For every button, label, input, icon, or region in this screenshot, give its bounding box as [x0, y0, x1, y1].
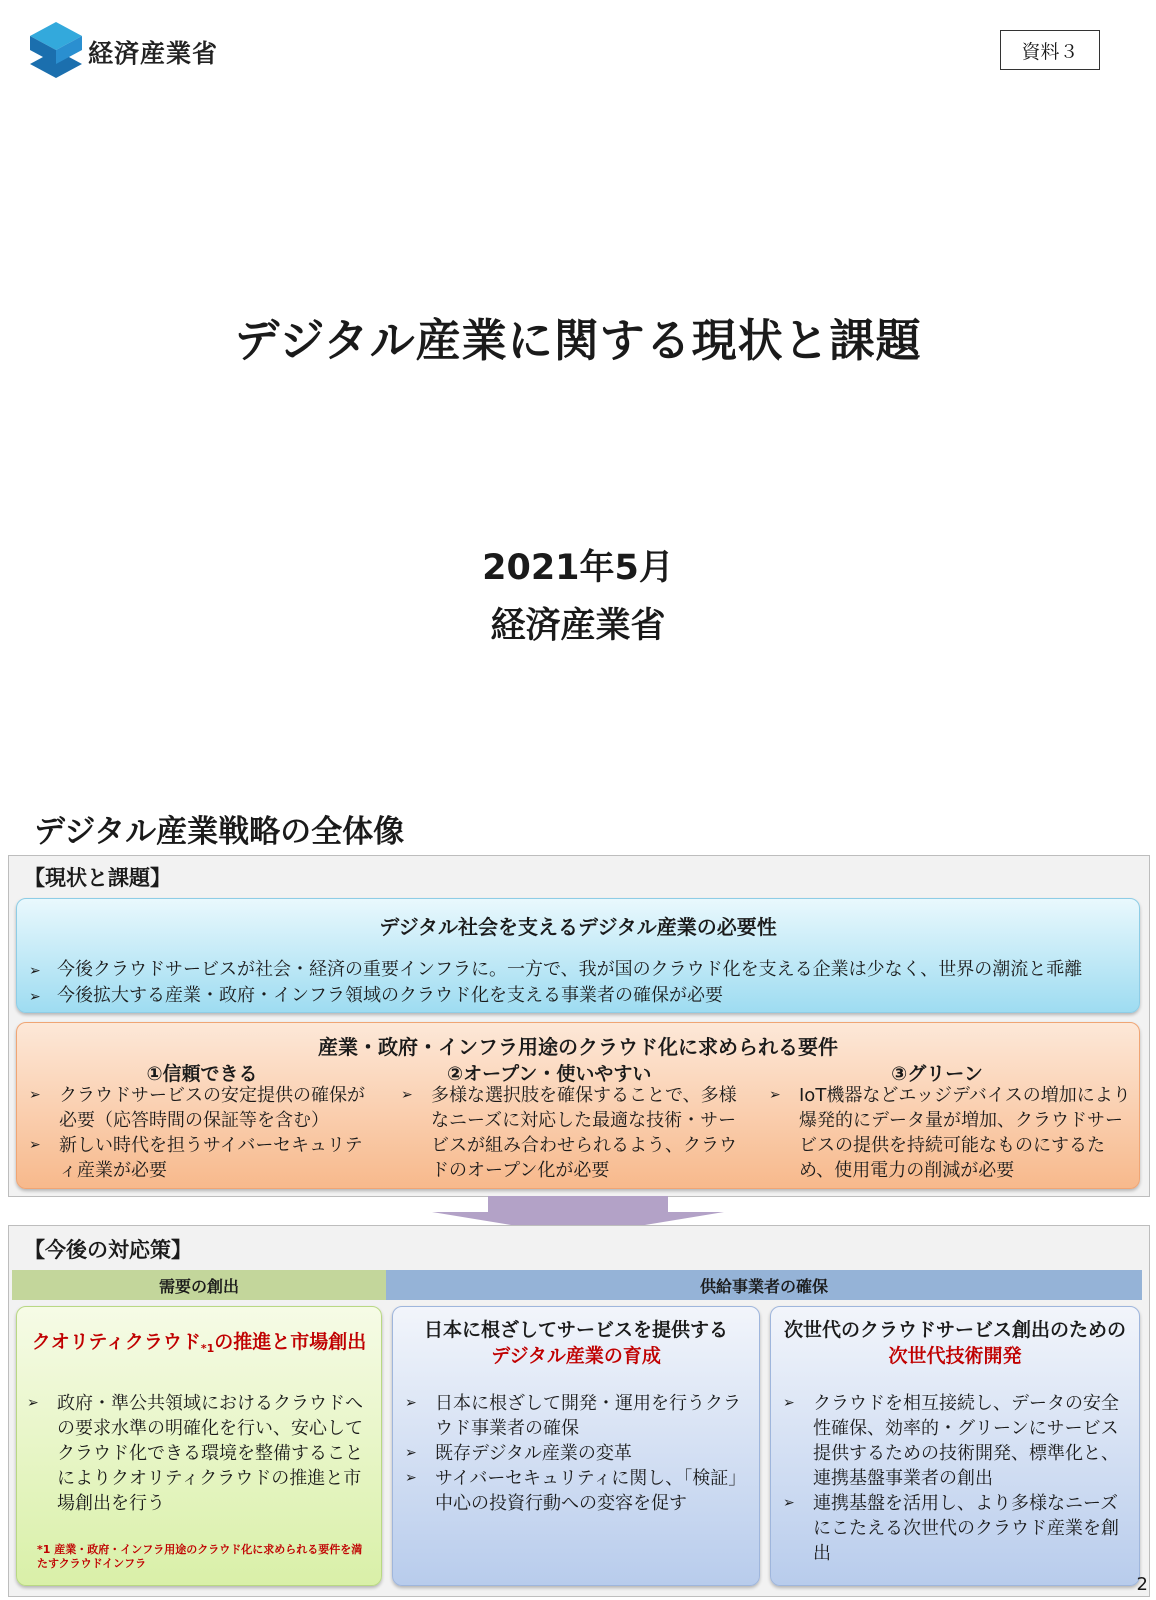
list-item-text: 政府・準公共領域におけるクラウドへの要求水準の明確化を行い、安心してクラウド化できる環境を整備することによりクオリティクラウドの推進と市場創出を行う [57, 1393, 363, 1514]
necessity-heading: デジタル社会を支えるデジタル産業の必要性 [379, 915, 777, 939]
date-text: 2021年5月 [482, 548, 674, 588]
list-item [29, 1083, 379, 1133]
necessity-bullet-text: 今後クラウドサービスが社会・経済の重要インフラに。一方で、我が国のクラウド化を支える企業は少なく、世界の潮流と乖離 [57, 959, 1083, 980]
list-item [401, 1083, 747, 1183]
next-gen-tech-subtitle: 次世代技術開発 [888, 1345, 1022, 1367]
list-item [29, 1133, 379, 1183]
domestic-industry-subtitle: デジタル産業の育成 [491, 1345, 661, 1367]
list-item [405, 1441, 741, 1466]
list-item [769, 1083, 1131, 1183]
requirements-box [16, 1022, 1140, 1189]
requirement-title-green: ③グリーン [891, 1063, 983, 1085]
list-item [405, 1391, 741, 1441]
list-item-text: 新しい時代を担うサイバーセキュリティ産業が必要 [59, 1135, 363, 1181]
page-number: 2 [1136, 1574, 1148, 1595]
quality-cloud-title [17, 1329, 381, 1358]
footnote-text: 産業・政府・インフラ用途のクラウド化に求められる要件を満たすクラウドインフラ [37, 1543, 363, 1570]
arrowhead-bullet-icon: ➢ [405, 1445, 417, 1461]
arrowhead-bullet-icon: ➢ [405, 1395, 417, 1411]
card-title-text: クオリティクラウド [31, 1331, 201, 1353]
list-item-text: クラウドを相互接続し、データの安全性確保、効率的・グリーンにサービス提供するための技術開発、標準化と、連携基盤事業者の創出 [813, 1393, 1119, 1489]
arrowhead-bullet-icon: ➢ [29, 989, 41, 1005]
requirement-title-reliable: ①信頼できる [146, 1063, 258, 1085]
strategy-title: デジタル産業戦略の全体像 [34, 814, 405, 850]
next-gen-tech-title: 次世代のクラウドサービス創出のための [783, 1319, 1126, 1341]
arrowhead-bullet-icon: ➢ [783, 1395, 795, 1411]
arrowhead-bullet-icon: ➢ [29, 1087, 41, 1103]
demand-band: 需要の創出 [12, 1270, 386, 1300]
list-item-text: 連携基盤を活用し、より多様なニーズにこたえる次世代のクラウド産業を創出 [813, 1493, 1119, 1564]
quality-cloud-list [27, 1391, 367, 1516]
footnote-marker: *1 [200, 1342, 215, 1355]
list-item-text: クラウドサービスの安定提供の確保が必要（応答時間の保証等を含む） [59, 1085, 365, 1131]
arrowhead-bullet-icon: ➢ [405, 1470, 417, 1486]
meti-logo-icon [30, 22, 82, 78]
list-item [27, 1391, 367, 1516]
list-item-text: 多様な選択肢を確保することで、多様なニーズに対応した最適な技術・サービスが組み合わせられるよう、クラウドのオープン化が必要 [431, 1085, 737, 1181]
list-item-text: サイバーセキュリティに関し、「検証」中心の投資行動への変容を促す [435, 1468, 738, 1514]
list-item [405, 1466, 741, 1516]
domestic-industry-list [405, 1391, 741, 1516]
current-state-label: 【現状と課題】 [24, 866, 171, 890]
requirement-title-open: ②オープン・使いやすい [447, 1063, 652, 1085]
requirements-heading: 産業・政府・インフラ用途のクラウド化に求められる要件 [318, 1035, 838, 1059]
footnote [37, 1543, 373, 1571]
page-title: デジタル産業に関する現状と課題 [234, 314, 922, 367]
quality-cloud-card [16, 1306, 382, 1586]
domestic-industry-title: 日本に根ざしてサービスを提供する [423, 1319, 728, 1341]
arrowhead-bullet-icon: ➢ [783, 1495, 795, 1511]
necessity-bullet-text: 今後拡大する産業・政府・インフラ領域のクラウド化を支える事業者の確保が必要 [57, 985, 723, 1006]
necessity-box [16, 898, 1140, 1013]
requirement-list-green [769, 1083, 1131, 1183]
arrowhead-bullet-icon: ➢ [769, 1087, 781, 1103]
arrowhead-bullet-icon: ➢ [29, 963, 41, 979]
next-gen-tech-card [770, 1306, 1140, 1586]
requirement-list-reliable [29, 1083, 379, 1183]
arrowhead-bullet-icon: ➢ [401, 1087, 413, 1103]
org-logo-text: 経済産業省 [88, 39, 219, 68]
list-item-text: IoT機器などエッジデバイスの増加により爆発的にデータ量が増加、クラウドサービスの提供を持続可能なものにするため、使用電力の削減が必要 [799, 1085, 1131, 1181]
list-item-text: 日本に根ざして開発・運用を行うクラウド事業者の確保 [435, 1393, 741, 1439]
arrowhead-bullet-icon: ➢ [27, 1395, 39, 1411]
footnote-marker: *1 [37, 1543, 51, 1556]
list-item [783, 1491, 1121, 1566]
countermeasures-label: 【今後の対応策】 [24, 1238, 192, 1262]
necessity-bullet [29, 955, 1082, 981]
meti-logo [30, 22, 230, 78]
document-tag: 資料３ [1000, 30, 1100, 70]
card-title-text: の推進と市場創出 [214, 1331, 367, 1353]
supply-band: 供給事業者の確保 [386, 1270, 1142, 1300]
list-item-text: 既存デジタル産業の変革 [435, 1443, 632, 1464]
domestic-industry-card [392, 1306, 760, 1586]
organization-name: 経済産業省 [490, 606, 666, 646]
requirement-list-open [401, 1083, 747, 1183]
list-item [783, 1391, 1121, 1491]
necessity-bullet [29, 981, 723, 1007]
arrowhead-bullet-icon: ➢ [29, 1137, 41, 1153]
next-gen-tech-list [783, 1391, 1121, 1566]
